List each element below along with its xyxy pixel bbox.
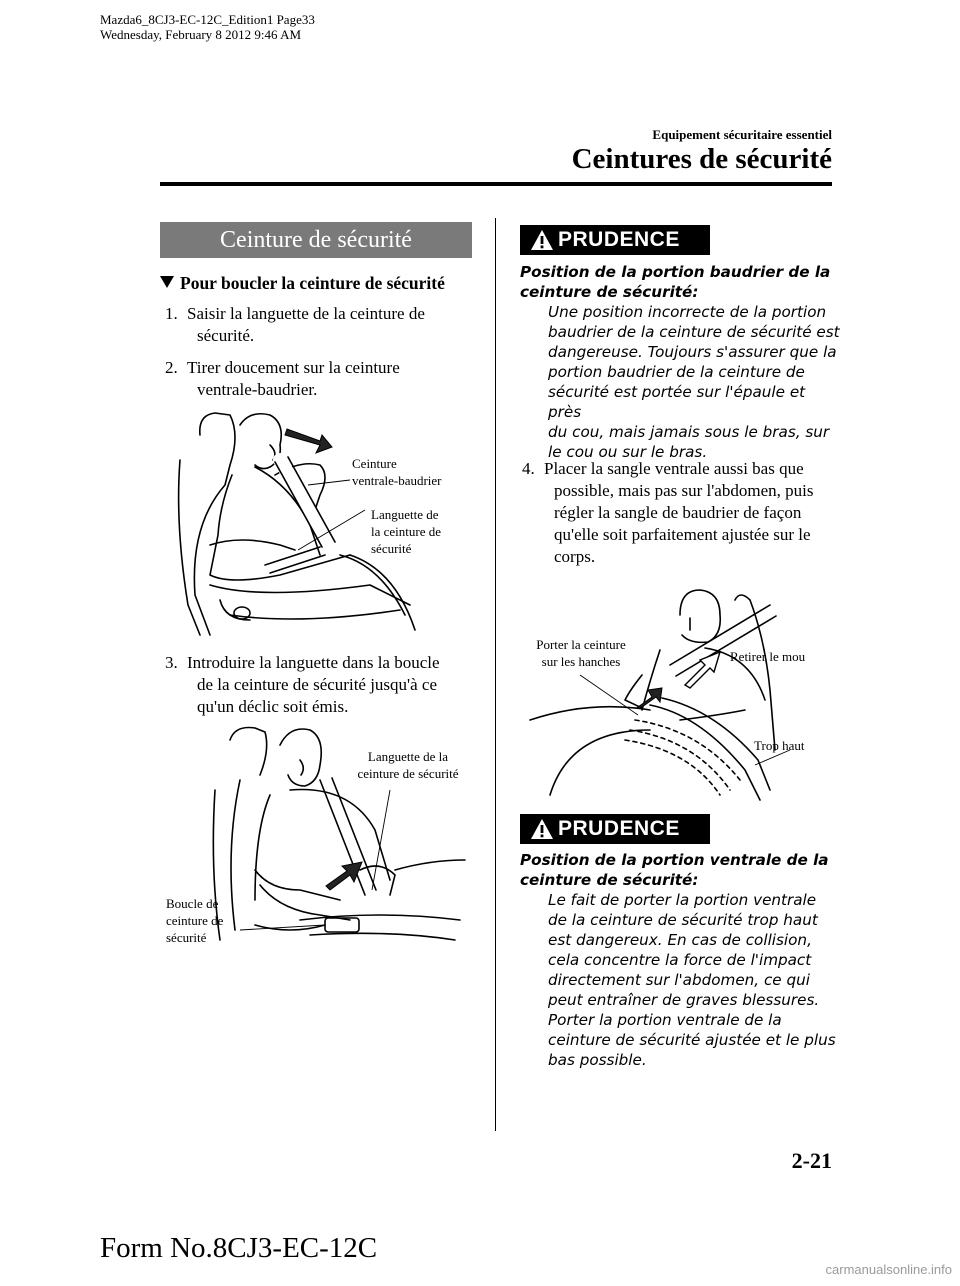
step-line: possible, mais pas sur l'abdomen, puis [554, 481, 814, 500]
label-line: sécurité [166, 930, 207, 945]
label-line: la ceinture de [371, 524, 442, 539]
caution-heading-line: Position de la portion ventrale de la [520, 851, 829, 869]
caution-line: est dangereux. En cas de collision, [548, 931, 812, 949]
section-subtitle: Equipement sécuritaire essentiel [652, 127, 832, 142]
header-rule [160, 182, 832, 186]
figure-lap-belt-illustration [530, 580, 830, 800]
caution-line: du cou, mais jamais sous le bras, sur [548, 423, 830, 441]
label-remove-slack: Retirer le mou [730, 649, 806, 664]
caution-line: dangereuse. Toujours s'assurer que la [548, 343, 837, 361]
label-line: Ceinture [352, 456, 397, 471]
caution-line: sécurité est portée sur l'épaule et près [548, 383, 806, 421]
step-line: qu'elle soit parfaitement ajustée sur le [554, 525, 811, 544]
caution-heading [520, 850, 840, 890]
subheading-text: Pour boucler la ceinture de sécurité [180, 273, 445, 293]
step-line: qu'un déclic soit émis. [197, 697, 349, 716]
step-line: Introduire la languette dans la boucle [187, 653, 440, 672]
label-line: Languette de la [367, 749, 449, 764]
print-header-line2: Wednesday, February 8 2012 9:46 AM [100, 27, 302, 42]
label-buckle [166, 895, 223, 946]
step-1 [165, 303, 485, 347]
label-line: sur les hanches [541, 654, 621, 669]
caution-line: directement sur l'abdomen, ce qui [548, 971, 810, 989]
caution-heading-line: Position de la portion baudrier de la [520, 263, 831, 281]
warning-icon [530, 229, 554, 251]
caution-line: baudrier de la ceinture de sécurité est [548, 323, 840, 341]
step-3 [165, 652, 485, 718]
label-line: Porter la ceinture [536, 637, 626, 652]
label-wear-on-hips [522, 636, 640, 670]
caution-body [520, 890, 840, 1070]
caution-line: bas possible. [548, 1051, 647, 1069]
step-number: 2. [165, 358, 178, 377]
caution-line: Le fait de porter la portion ventrale [548, 891, 817, 909]
page-number: 2-21 [791, 1148, 832, 1173]
step-line: sécurité. [197, 326, 255, 345]
step-line: Placer la sangle ventrale aussi bas que [544, 459, 804, 478]
caution-body [520, 302, 840, 462]
caution-heading [520, 262, 840, 302]
caution-1 [520, 262, 840, 462]
step-line: Tirer doucement sur la ceinture [187, 358, 400, 377]
step-2 [165, 357, 485, 401]
print-header-line1: Mazda6_8CJ3-EC-12C_Edition1 Page33 [100, 12, 315, 27]
label-too-high: Trop haut [754, 738, 805, 753]
subheading [160, 273, 445, 294]
step-number: 3. [165, 653, 178, 672]
caution-badge [520, 225, 710, 255]
caution-badge-label: PRUDENCE [558, 228, 680, 251]
step-4 [522, 458, 842, 568]
caution-line: Porter la portion ventrale de la [548, 1011, 782, 1029]
watermark: carmanualsonline.info [825, 1262, 952, 1277]
form-number: Form No.8CJ3-EC-12C [100, 1232, 378, 1264]
label-line: Boucle de [166, 896, 219, 911]
step-line: Saisir la languette de la ceinture de [187, 304, 425, 323]
step-line: ventrale-baudrier. [197, 380, 318, 399]
label-belt-tongue [371, 506, 441, 557]
caution-heading-line: ceinture de sécurité: [520, 871, 699, 889]
caution-line: le cou ou sur le bras. [548, 443, 708, 461]
caution-line: peut entraîner de graves blessures. [548, 991, 820, 1009]
section-title: Ceintures de sécurité [571, 143, 832, 175]
column-divider [495, 218, 496, 1131]
caution-badge-2 [520, 814, 710, 844]
label-line: Languette de [371, 507, 439, 522]
caution-heading-line: ceinture de sécurité: [520, 283, 699, 301]
section-banner: Ceinture de sécurité [160, 222, 472, 258]
caution-line: ceinture de sécurité ajustée et le plus [548, 1031, 836, 1049]
label-line: ceinture de sécurité [357, 766, 459, 781]
caution-line: Une position incorrecte de la portion [548, 303, 827, 321]
step-line: régler la sangle de baudrier de façon [554, 503, 802, 522]
label-shoulder-belt [352, 455, 442, 489]
label-line: ceinture de [166, 913, 224, 928]
warning-icon [530, 818, 554, 840]
step-number: 4. [522, 459, 535, 478]
step-line: de la ceinture de sécurité jusqu'à ce [197, 675, 438, 694]
caution-badge-label: PRUDENCE [558, 817, 680, 840]
caution-line: portion baudrier de la ceinture de [548, 363, 805, 381]
triangle-bullet-icon [160, 276, 174, 288]
label-line: sécurité [371, 541, 412, 556]
step-number: 1. [165, 304, 178, 323]
step-line: corps. [554, 547, 596, 566]
label-line: ventrale-baudrier [352, 473, 442, 488]
caution-2 [520, 850, 840, 1070]
print-header [100, 12, 315, 42]
label-buckle-tongue [338, 748, 478, 782]
caution-line: de la ceinture de sécurité trop haut [548, 911, 818, 929]
caution-line: cela concentre la force de l'impact [548, 951, 812, 969]
